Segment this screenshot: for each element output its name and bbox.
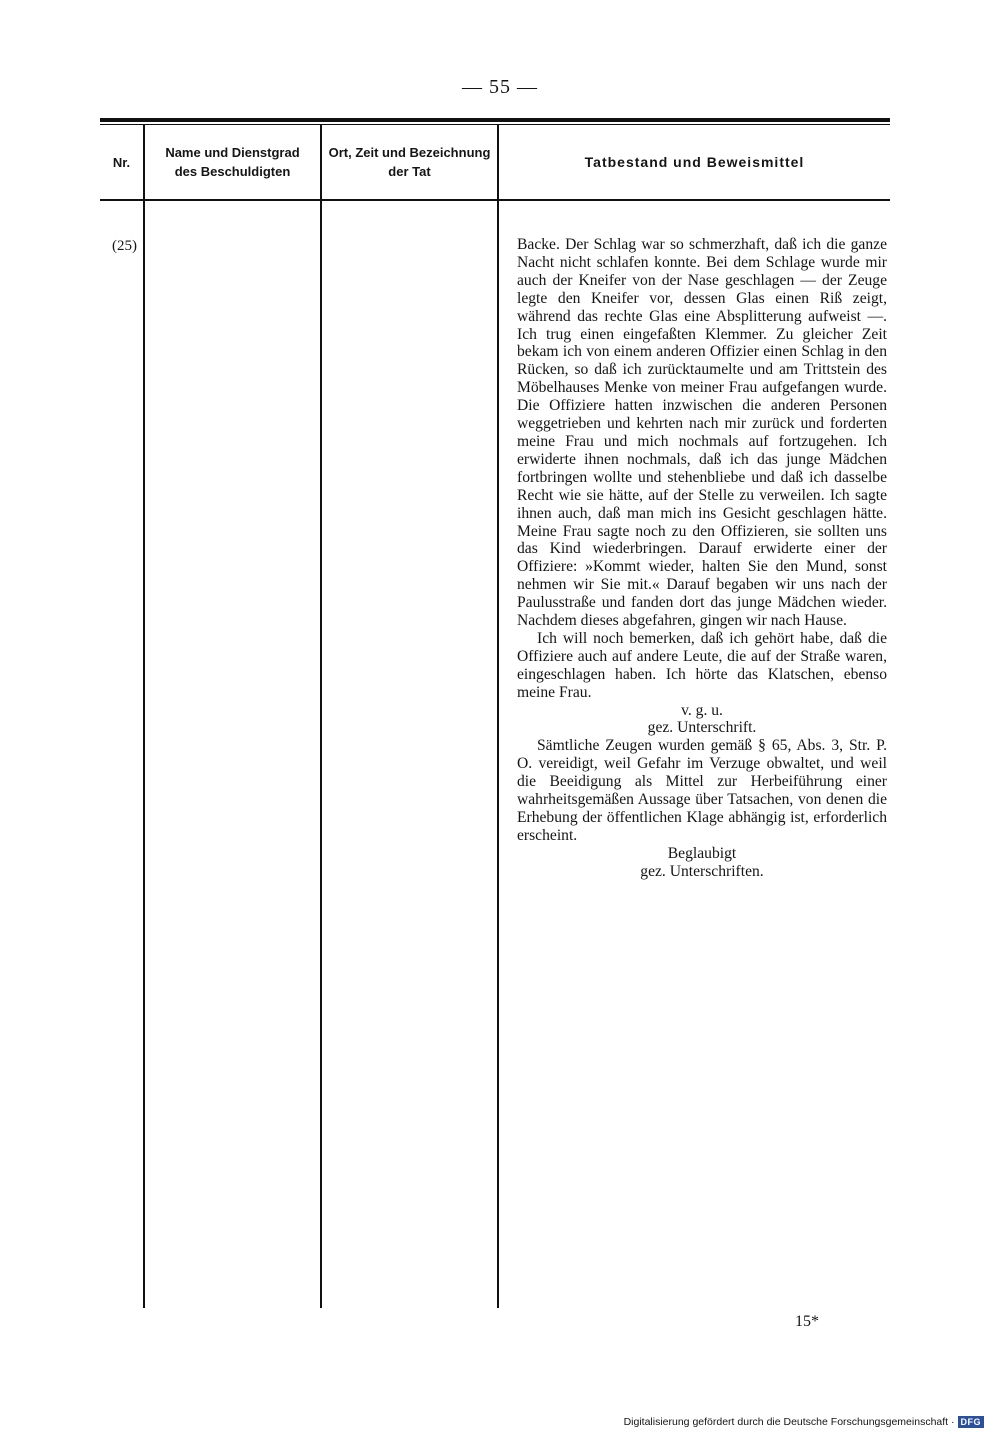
column-divider-1	[143, 125, 145, 1308]
paragraph-testimony: Backe. Der Schlag war so schmerzhaft, daß ich die ganze Nacht nicht schlafen konnte. Bei dem Schlage wurde mir auch der Kneifer von der Nase geschlagen — der Zeuge legte den Kneifer vor, dessen Glas einen Riß zeigt, während das rechte Glas eine Absplitterung aufweist —. Ich trug einen eingefaßten Klemmer. Zu gleicher Zeit bekam ich von einem anderen Offizier einen Schlag in den Rücken, so daß ich zurücktaumelte und am Trittstein des Möbelhauses Menke von meiner Frau aufgefangen wurde. Die Offiziere hatten inzwischen die anderen Personen weggetrieben und kehrten nach mir zurück und forderten meine Frau und mich nochmals auf fortzugehen. Ich erwiderte ihnen nochmals, daß ich das junge Mädchen fortbringen wollte und stehenbliebe und daß ich dasselbe Recht wie sie hätte, auf der Stelle zu verweilen. Ich sagte ihnen auch, daß man mich ins Gesicht geschlagen hätte. Meine Frau sagte noch zu den Offizieren, sie sollten uns das Kind wiederbringen. Darauf erwiderte einer der Offiziere: »Kommt wieder, halten Sie den Mund, sonst nehmen wir Sie mit.« Darauf begaben wir uns nach der Paulusstraße und fanden dort das junge Mädchen wieder. Nachdem dieses abgefahren, gingen wir nach Hause.	[517, 236, 887, 630]
page-number: — 55 —	[462, 76, 538, 98]
header-top-rule	[100, 118, 890, 122]
dfg-logo: DFG	[958, 1416, 985, 1428]
beglaubigt-line: Beglaubigt	[667, 844, 737, 862]
tatbestand-text	[517, 236, 887, 881]
footer-text: Digitalisierung gefördert durch die Deutsche Forschungsgemeinschaft ·	[623, 1416, 955, 1428]
signature-line: gez. Unterschrift.	[647, 719, 757, 737]
header-tatbestand: Tatbestand und Beweismittel	[584, 153, 805, 170]
header-nr: Nr.	[112, 154, 131, 170]
header-name: Name und Dienstgrad des Beschuldigten	[165, 145, 300, 179]
signatures-line: gez. Unterschriften.	[640, 862, 764, 880]
header-bottom-rule	[100, 199, 890, 201]
column-divider-3	[497, 125, 499, 1308]
paragraph-remark: Ich will noch bemerken, daß ich gehört habe, daß die Offiziere auch auf andere Leute, die auf der Straße waren, eingeschlagen haben. Ich hörte das Klatschen, ebenso meine Frau.	[517, 629, 887, 701]
paragraph-oath: Sämtliche Zeugen wurden gemäß § 65, Abs. 3, Str. P. O. vereidigt, weil Gefahr im Verzuge obwaltet, und weil die Beeidigung als Mittel zur Herbeiführung einer wahrheitsgemäßen Aussage über Tatsachen, von denen die Erhebung der öffentlichen Klage abhängig ist, erforderlich erscheint.	[517, 737, 887, 844]
column-divider-2	[320, 125, 322, 1308]
folio-number: 15*	[795, 1313, 819, 1330]
row-number: (25)	[112, 238, 137, 254]
vgu-line: v. g. u.	[681, 701, 723, 719]
header-ort: Ort, Zeit und Bezeichnung der Tat	[328, 145, 491, 179]
footer	[624, 1416, 984, 1428]
